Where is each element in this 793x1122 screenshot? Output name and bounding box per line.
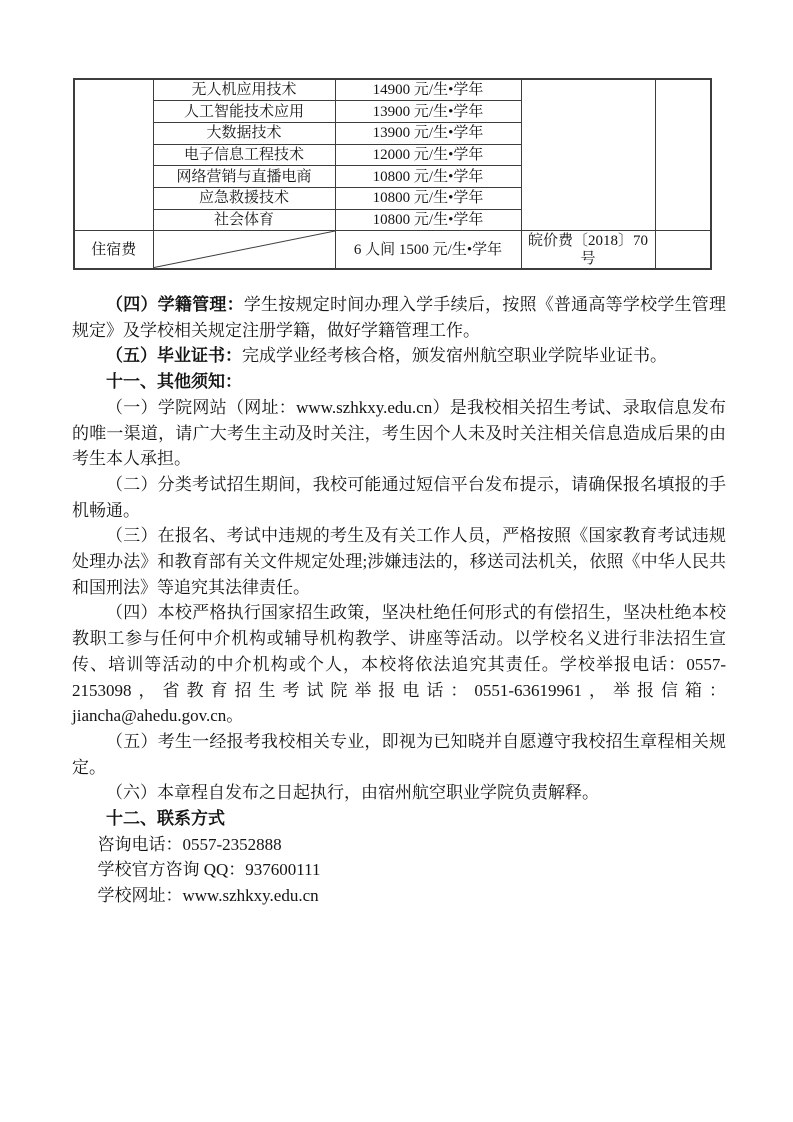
note-item-4: （四）本校严格执行国家招生政策，坚决杜绝任何形式的有偿招生，坚决杜绝本校教职工参与任何中介机构或辅导机构教学、讲座等活动。以学校名义进行非法招生宣传、培训等活动的中介机构或个人，本校将依法追究其责任。学校举报电话：0557-2153098，省教育招生考试院举报电话：0551-63619961，举报信箱：jiancha@ahedu.gov.cn。 xyxy=(72,603,726,726)
note-item-3: （三）在报名、考试中违规的考生及有关工作人员，严格按照《国家教育考试违规处理办法》和教育部有关文件规定处理;涉嫌违法的，移送司法机关，依照《中华人民共和国刑法》等追究其法律责任。 xyxy=(72,526,726,597)
blank-diagonal-cell xyxy=(153,231,335,269)
tuition-cell: 10800 元/生•学年 xyxy=(335,187,521,209)
tuition-cell: 14900 元/生•学年 xyxy=(335,79,521,101)
tuition-cell: 10800 元/生•学年 xyxy=(335,209,521,231)
accommodation-fee-cell: 6 人间 1500 元/生•学年 xyxy=(335,231,521,269)
paragraph-body: 完成学业经考核合格，颁发宿州航空职业学院毕业证书。 xyxy=(242,346,667,366)
tuition-fee-table xyxy=(73,78,712,270)
pricing-doc-cell: 皖价费〔2018〕70号 xyxy=(521,231,655,269)
section-11-heading: 十一、其他须知： xyxy=(106,372,242,392)
diagonal-slash-line xyxy=(154,231,335,268)
body-text xyxy=(72,292,726,909)
paragraph-body: 学生按规定时间办理入学手续后，按照《普通高等学校学生管理规定》及学校相关规定注册学籍，做好学籍管理工作。 xyxy=(72,295,726,340)
contact-phone-line: 咨询电话：0557-2352888 xyxy=(97,834,282,854)
major-name-cell: 网络营销与直播电商 xyxy=(153,166,335,188)
tuition-cell: 13900 元/生•学年 xyxy=(335,122,521,144)
table-row xyxy=(74,79,711,101)
note-item-5: （五）考生一经报考我校相关专业，即视为已知晓并自愿遵守我校招生章程相关规定。 xyxy=(72,731,726,777)
remark-cell xyxy=(655,231,711,269)
contact-website-line: 学校网址：www.szhkxy.edu.cn xyxy=(97,886,319,906)
paragraph-status-management xyxy=(72,292,726,343)
note-item-2: （二）分类考试招生期间，我校可能通过短信平台发布提示，请确保报名填报的手机畅通。 xyxy=(72,474,726,520)
paragraph-diploma xyxy=(72,343,726,369)
section-12-heading: 十二、联系方式 xyxy=(106,809,225,829)
accommodation-row xyxy=(74,231,711,269)
contact-qq-line: 学校官方咨询 QQ：937600111 xyxy=(97,860,321,880)
tuition-cell: 12000 元/生•学年 xyxy=(335,144,521,166)
fee-category-continued-cell xyxy=(74,79,153,231)
remark-merged-cell xyxy=(655,79,711,231)
tuition-cell: 13900 元/生•学年 xyxy=(335,101,521,123)
note-item-1: （一）学院网站（网址：www.szhkxy.edu.cn）是我校相关招生考试、录取信息发布的唯一渠道，请广大考生主动及时关注，考生因个人未及时关注相关信息造成后果的由考生本人承担。 xyxy=(72,397,726,469)
major-name-cell: 电子信息工程技术 xyxy=(153,144,335,166)
major-name-cell: 大数据技术 xyxy=(153,122,335,144)
tuition-cell: 10800 元/生•学年 xyxy=(335,166,521,188)
major-name-cell: 人工智能技术应用 xyxy=(153,101,335,123)
major-name-cell: 社会体育 xyxy=(153,209,335,231)
note-item-6: （六）本章程自发布之日起执行，由宿州航空职业学院负责解释。 xyxy=(106,783,599,803)
accommodation-label-cell: 住宿费 xyxy=(74,231,153,269)
paragraph-lead: （四）学籍管理： xyxy=(106,295,244,314)
pricing-doc-merged-cell xyxy=(521,79,655,231)
major-name-cell: 应急救援技术 xyxy=(153,187,335,209)
paragraph-lead: （五）毕业证书： xyxy=(106,346,242,366)
major-name-cell: 无人机应用技术 xyxy=(153,79,335,101)
